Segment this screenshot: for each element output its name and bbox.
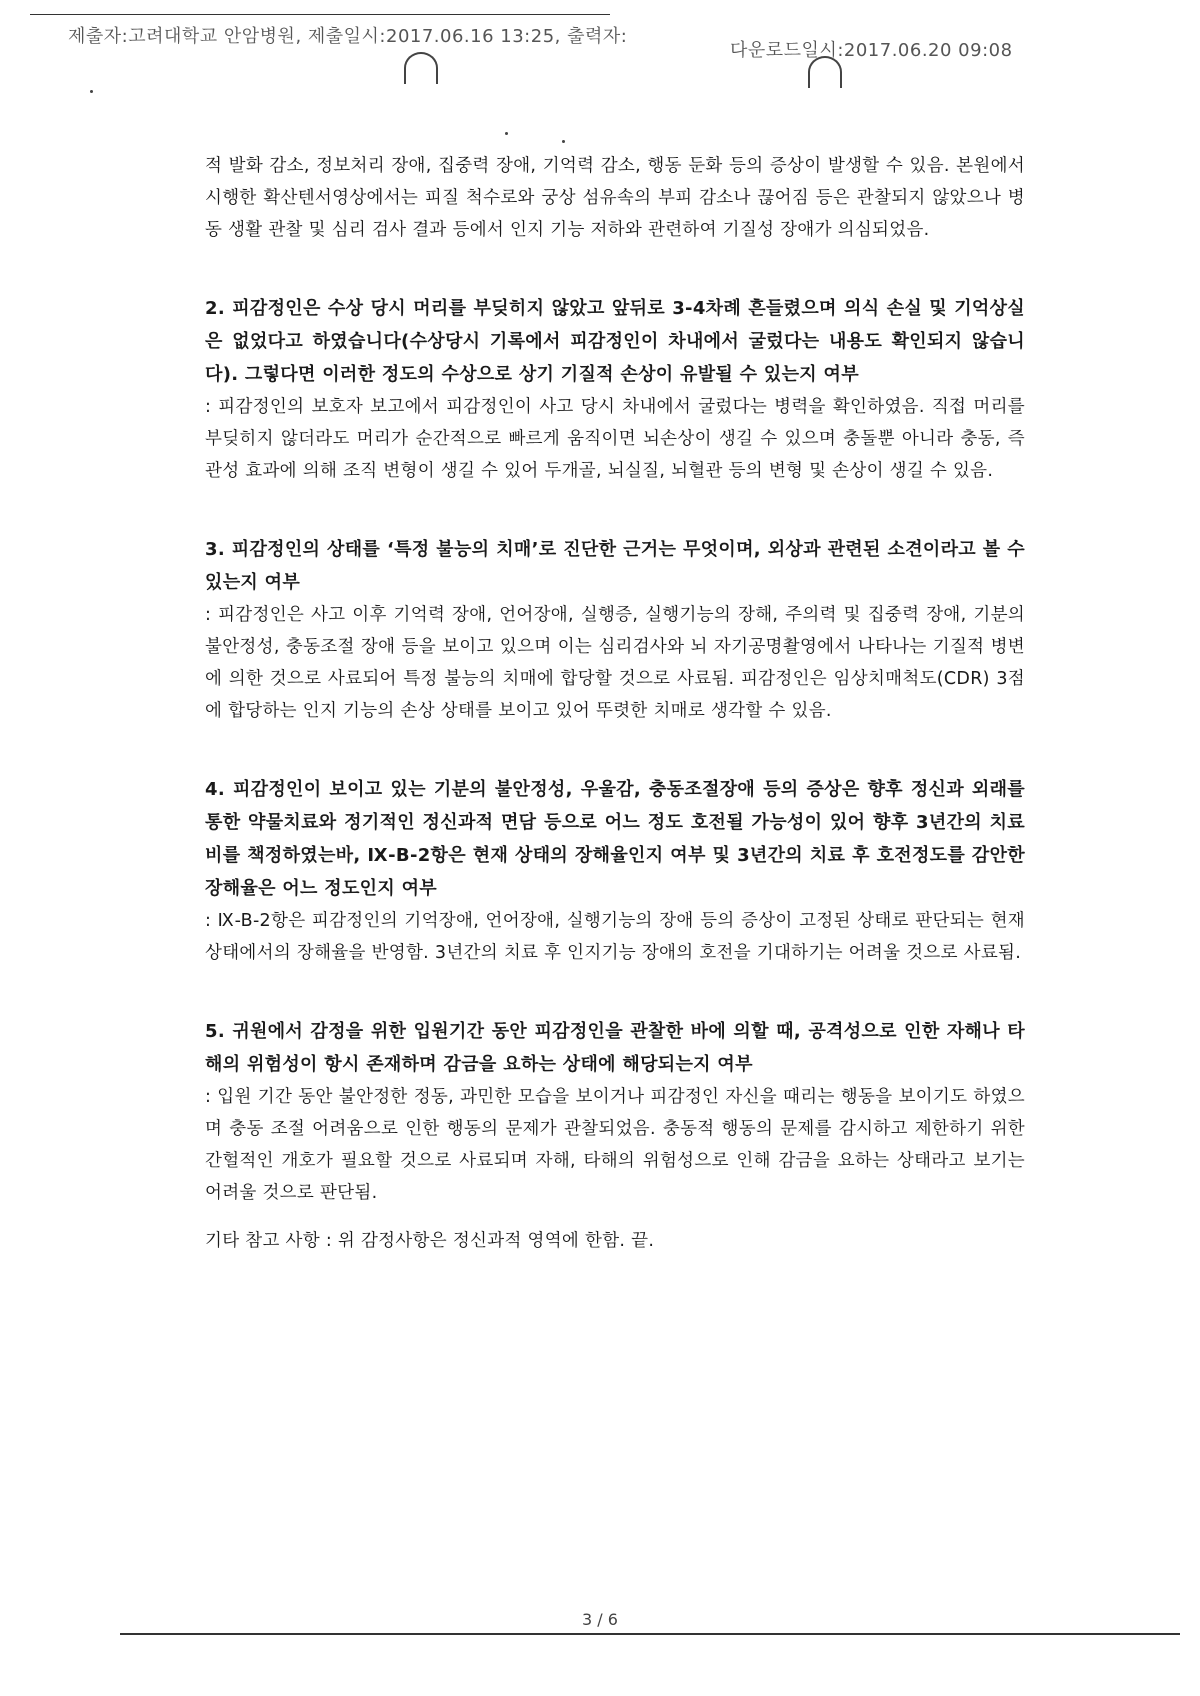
intro-paragraph: 적 발화 감소, 정보처리 장애, 집중력 장애, 기억력 감소, 행동 둔화 등의 증상이 발생할 수 있음. 본원에서 시행한 확산텐서영상에서는 피질 척수로와 궁상 섬유속의 부피 감소나 끊어짐 등은 관찰되지 않았으나 병동 생활 관찰 및 심리 검사 결과 등에서 인지 기능 저하와 관련하여 기질성 장애가 의심되었음. bbox=[205, 156, 1025, 240]
question-text: 3. 피감정인의 상태를 ‘특정 불능의 치매’로 진단한 근거는 무엇이며, 외상과 관련된 소견이라고 볼 수 있는지 여부 bbox=[205, 539, 1025, 593]
header-rule bbox=[30, 14, 610, 15]
answer-text: : 피감정인의 보호자 보고에서 피감정인이 사고 당시 차내에서 굴렀다는 병력을 확인하였음. 직접 머리를 부딪히지 않더라도 머리가 순간적으로 빠르게 움직이면 뇌손상이 생길 수 있으며 충돌뿐 아니라 충동, 즉 관성 효과에 의해 조직 변형이 생길 수 있어 두개골, 뇌실질, 뇌혈관 등의 변형 및 손상이 생길 수 있음. bbox=[205, 397, 1025, 481]
answer-text: : 피감정인은 사고 이후 기억력 장애, 언어장애, 실행증, 실행기능의 장해, 주의력 및 집중력 장애, 기분의 불안정성, 충동조절 장애 등을 보이고 있으며 이는 심리검사와 뇌 자기공명촬영에서 나타나는 기질적 병변에 의한 것으로 사료되어 특정 불능의 치매에 합당할 것으로 사료됨. 피감정인은 임상치매척도(CDR) 3점에 합당하는 인지 기능의 손상 상태를 보이고 있어 뚜렷한 치매로 생각할 수 있음. bbox=[205, 605, 1025, 721]
scan-speck bbox=[562, 140, 565, 143]
punch-hole-mark bbox=[808, 56, 842, 88]
document-body bbox=[205, 150, 1025, 1275]
scan-speck bbox=[505, 132, 508, 135]
page-number: 3 / 6 bbox=[582, 1610, 618, 1629]
punch-hole-mark bbox=[404, 52, 438, 84]
submission-info: 제출자:고려대학교 안암병원, 제출일시:2017.06.16 13:25, 출력자: bbox=[68, 26, 628, 47]
section-2 bbox=[205, 292, 1025, 487]
footer-rule bbox=[120, 1633, 1180, 1635]
question-text: 4. 피감정인이 보이고 있는 기분의 불안정성, 우울감, 충동조절장애 등의 증상은 향후 정신과 외래를 통한 약물치료와 정기적인 정신과적 면담 등으로 어느 정도 호전될 가능성이 있어 향후 3년간의 치료비를 책정하였는바, Ⅸ-B-2항은 현재 상태의 장해율인지 여부 및 3년간의 치료 후 호전정도를 감안한 장해율은 어느 정도인지 여부 bbox=[205, 779, 1025, 899]
question-text: 2. 피감정인은 수상 당시 머리를 부딪히지 않았고 앞뒤로 3-4차례 흔들렸으며 의식 손실 및 기억상실은 없었다고 하였습니다(수상당시 기록에서 피감정인이 차내에서 굴렀다는 내용도 확인되지 않습니다). 그렇다면 이러한 정도의 수상으로 상기 기질적 손상이 유발될 수 있는지 여부 bbox=[205, 298, 1025, 385]
section-4 bbox=[205, 773, 1025, 969]
answer-text: : Ⅸ-B-2항은 피감정인의 기억장애, 언어장애, 실행기능의 장애 등의 증상이 고정된 상태로 판단되는 현재 상태에서의 장해율을 반영함. 3년간의 치료 후 인지기능 장애의 호전을 기대하기는 어려울 것으로 사료됨. bbox=[205, 911, 1025, 963]
section-3 bbox=[205, 533, 1025, 727]
closing-note: 기타 참고 사항 : 위 감정사항은 정신과적 영역에 한함. 끝. bbox=[205, 1231, 655, 1251]
section-5 bbox=[205, 1015, 1025, 1209]
download-info: 다운로드일시:2017.06.20 09:08 bbox=[730, 40, 1013, 61]
question-text: 5. 귀원에서 감정을 위한 입원기간 동안 피감정인을 관찰한 바에 의할 때, 공격성으로 인한 자해나 타해의 위험성이 항시 존재하며 감금을 요하는 상태에 해당되는지 여부 bbox=[205, 1021, 1025, 1075]
answer-text: : 입원 기간 동안 불안정한 정동, 과민한 모습을 보이거나 피감정인 자신을 때리는 행동을 보이기도 하였으며 충동 조절 어려움으로 인한 행동의 문제가 관찰되었음. 충동적 행동의 문제를 감시하고 제한하기 위한 간헐적인 개호가 필요할 것으로 사료되며 자해, 타해의 위험성으로 인해 감금을 요하는 상태라고 보기는 어려울 것으로 판단됨. bbox=[205, 1087, 1025, 1203]
fax-header bbox=[0, 0, 1200, 70]
scan-speck bbox=[90, 90, 93, 93]
